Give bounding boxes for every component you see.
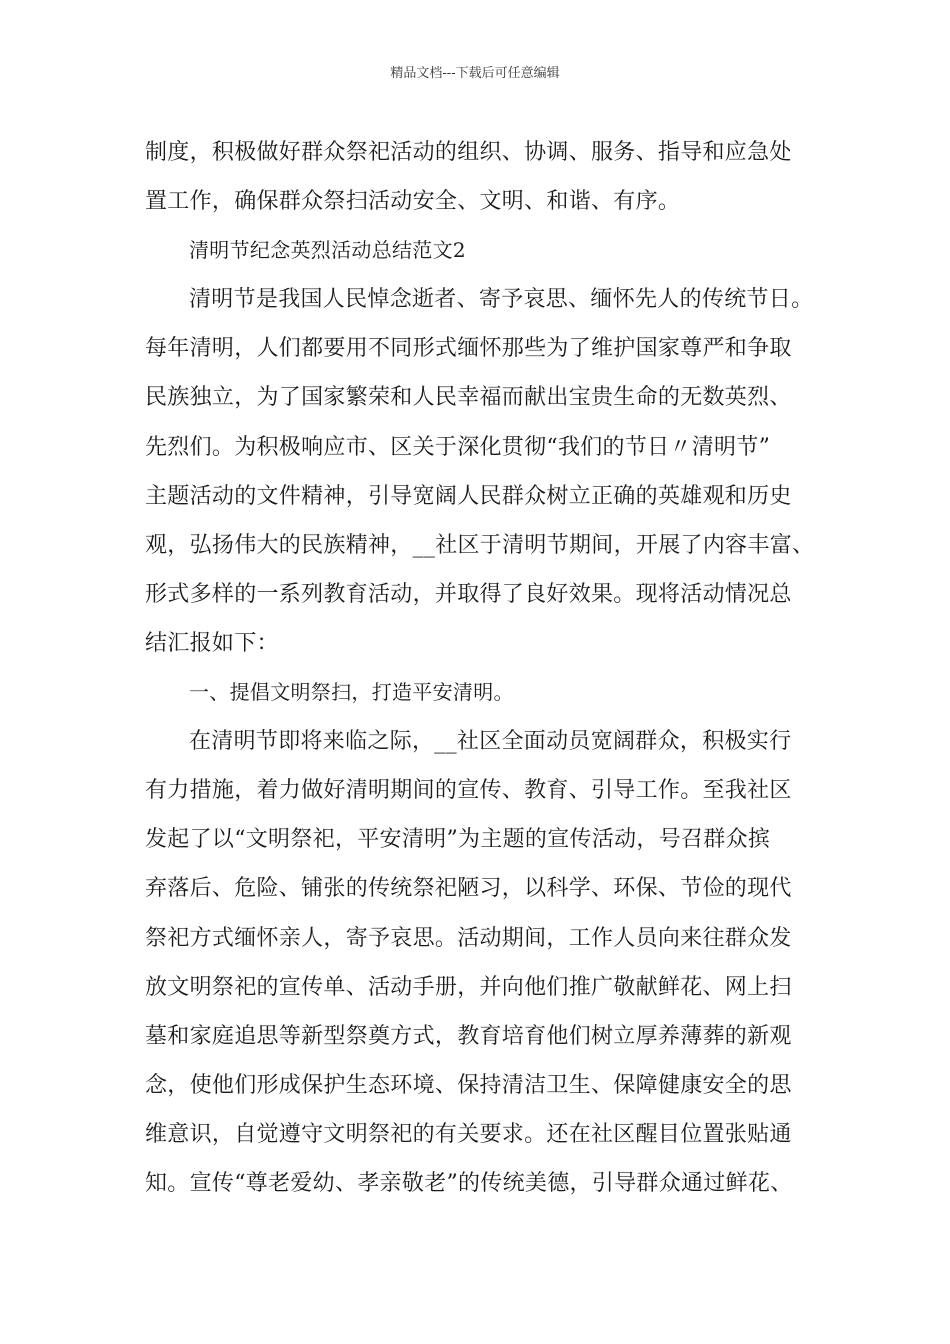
text-line: 每年清明，人们都要用不同形式缅怀那些为了维护国家尊严和争取: [145, 336, 792, 362]
text-line: 祭祀方式缅怀亲人，寄予哀思。活动期间，工作人员向来往群众发: [145, 925, 792, 951]
text-line: 制度，积极做好群众祭祀活动的组织、协调、服务、指导和应急处: [145, 140, 792, 165]
text-line: 发起了以“文明祭祀，平安清明”为主题的宣传活动，号召群众摈: [145, 827, 771, 853]
text-line: 观，弘扬伟大的民族精神，__社区于清明节期间，开展了内容丰富、: [145, 532, 815, 558]
text-line: 先烈们。为积极响应市、区关于深化贯彻“我们的节日〃清明节”: [145, 434, 771, 460]
text-line: 念，使他们形成保护生态环境、保持清洁卫生、保障健康安全的思: [145, 1072, 792, 1098]
page-header: 精品文档---下载后可任意编辑: [390, 66, 560, 81]
document-body: [145, 128, 825, 1208]
text-line: 维意识，自觉遵守文明祭祀的有关要求。还在社区醒目位置张贴通: [145, 1121, 792, 1147]
text-line: 结汇报如下：: [145, 630, 279, 656]
text-line: 放文明祭祀的宣传单、活动手册，并向他们推广敬献鲜花、网上扫: [145, 974, 792, 1000]
text-line: 民族独立，为了国家繁荣和人民幸福而献出宝贵生命的无数英烈、: [145, 385, 792, 411]
section-heading: 一、提倡文明祭扫，打造平安清明。: [189, 680, 514, 705]
text-line: 清明节是我国人民悼念逝者、寄予哀思、缅怀先人的传统节日。: [189, 287, 814, 313]
text-line: 弃落后、危险、铺张的传统祭祀陋习，以科学、环保、节俭的现代: [145, 876, 792, 902]
text-line: 知。宣传“尊老爱幼、孝亲敬老”的传统美德，引导群众通过鲜花、: [145, 1170, 793, 1196]
text-line: 有力措施，着力做好清明期间的宣传、教育、引导工作。至我社区: [145, 778, 792, 804]
text-line: 置工作，确保群众祭扫活动安全、文明、和谐、有序。: [145, 189, 681, 215]
text-line: 形式多样的一系列教育活动，并取得了良好效果。现将活动情况总: [145, 581, 792, 607]
text-line: 在清明节即将来临之际，__社区全面动员宽阔群众，积极实行: [189, 729, 792, 755]
text-line: 主题活动的文件精神，引导宽阔人民群众树立正确的英雄观和历史: [145, 483, 792, 509]
text-line: 墓和家庭追思等新型祭奠方式，教育培育他们树立厚养薄葬的新观: [145, 1023, 792, 1049]
section-heading: 清明节纪念英烈活动总结范文2: [189, 238, 466, 263]
